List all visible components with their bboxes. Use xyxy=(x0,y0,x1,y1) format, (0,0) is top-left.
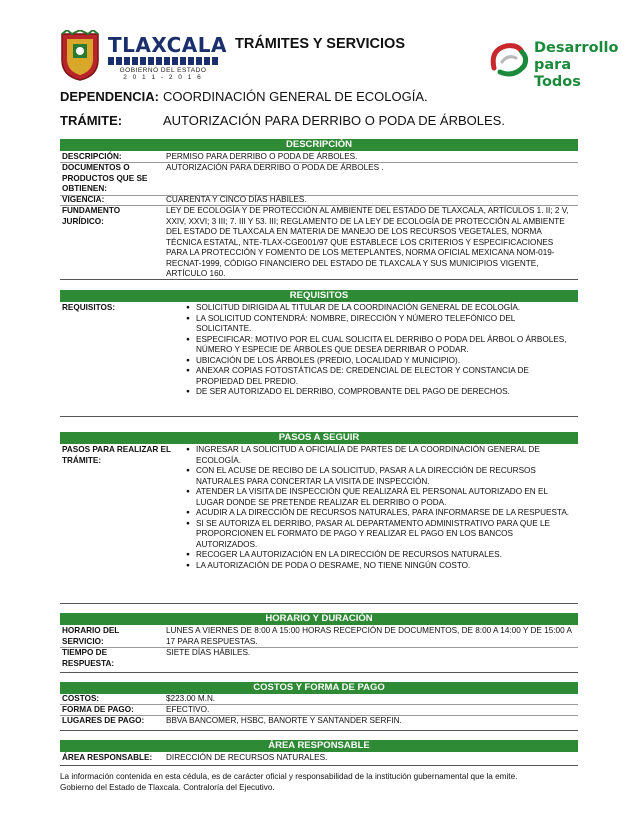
forma-label: FORMA DE PAGO: xyxy=(62,705,134,714)
list-item: ● ESPECIFICAR: MOTIVO POR EL CUAL SOLICITA EL DERRIBO O PODA DEL ÁRBOL O ÁRBOLES, NÚMERO Y ESPECIE DE ÁRBOLES QUE DESEA DERRIBAR O PODAR. xyxy=(186,335,571,356)
pasos-label: PASOS PARA REALIZAR EL TRÁMITE: xyxy=(62,445,171,465)
swirl-logo-icon xyxy=(488,38,530,78)
fundamento-value: LEY DE ECOLOGÍA Y DE PROTECCIÓN AL AMBIENTE DEL ESTADO DE TLAXCALA, ARTÍCULOS 1. II; 2 V, XXIV, XXVI; 3 III; 7. III Y 53. III; REGLAMENTO DE LA LEY DE ECOLOGÍA DE PROTECCIÓN AL AMBIENTE DEL ESTADO DE TLAXCALA EN MATERIA DE MANEJO DE LOS RECURSOS VEGETALES, NORMA TÉCNICA ESTATAL, NTE-TLAX-CGE001/97 QUE ESTABLECE LOS CRITERIOS Y ESPECIFICACIONES PARA LA PROTECCIÓN Y FOMENTO DE LOS METEPLANTES, NORMA OFICIAL MEXICANA NOM-019- RECNAT-1999, CÓDIGO FINANCIERO DEL ESTADO DE TLAXCALA Y SUS MUNICIPIOS VIGENTE, ARTÍCULO 160. xyxy=(166,206,569,278)
section-divider xyxy=(60,603,578,604)
forma-value: EFECTIVO. xyxy=(166,705,210,714)
vigencia-label: VIGENCIA: xyxy=(62,195,105,204)
list-item: ● INGRESAR LA SOLICITUD A OFICIALÍA DE PARTES DE LA COORDINACIÓN GENERAL DE ECOLOGÍA. xyxy=(186,445,571,466)
costos-label: COSTOS: xyxy=(62,694,100,703)
dependencia-row xyxy=(60,89,428,104)
section-divider xyxy=(60,672,578,673)
horario-value: LUNES A VIERNES DE 8:00 A 15:00 HORAS RECEPCIÓN DE DOCUMENTOS, DE 8:00 A 14:00 Y DE 15:00 A 17 PARA RESPUESTAS. xyxy=(166,626,572,646)
tramite-value: AUTORIZACIÓN PARA DERRIBO O PODA DE ÁRBOLES. xyxy=(163,113,505,128)
requisitos-label: REQUISITOS: xyxy=(62,303,116,312)
logo-wave-pattern xyxy=(108,57,218,65)
pasos-list xyxy=(186,445,571,571)
list-item: ● ATENDER LA VISITA DE INSPECCIÓN QUE REALIZARÁ EL PERSONAL AUTORIZADO EN EL LUGAR DONDE SE PRETENDE REALIZAR EL DERRIBO O PODA. xyxy=(186,487,571,508)
section-divider xyxy=(60,279,578,280)
list-item: ● ANEXAR COPIAS FOTOSTÁTICAS DE: CREDENCIAL DE ELECTOR Y CONSTANCIA DE PROPIEDAD DEL PREDIO. xyxy=(186,366,571,387)
dependencia-label: DEPENDENCIA: xyxy=(60,89,159,104)
logo-years: 2 0 1 1 - 2 0 1 6 xyxy=(123,74,203,81)
section-area-heading: ÁREA RESPONSABLE xyxy=(60,740,578,752)
logo-right-line2: para Todos xyxy=(534,57,581,90)
list-item: ● ACUDIR A LA DIRECCIÓN DE RECURSOS NATURALES, PARA INFORMARSE DE LA RESPUESTA. xyxy=(186,508,571,519)
list-item: ● UBICACIÓN DE LOS ÁRBOLES (PREDIO, LOCALIDAD Y MUNICIPIO). xyxy=(186,356,571,367)
list-item: ● SOLICITUD DIRIGIDA AL TITULAR DE LA COORDINACIÓN GENERAL DE ECOLOGÍA. xyxy=(186,303,571,314)
lugares-value: BBVA BANCOMER, HSBC, BANORTE Y SANTANDER SERFIN. xyxy=(166,716,402,725)
footer-line-2: Gobierno del Estado de Tlaxcala. Contraloría del Ejecutivo. xyxy=(60,783,275,792)
documentos-value: AUTORIZACIÓN PARA DERRIBO O PODA DE ÁRBOLES . xyxy=(166,163,384,172)
desarrollo-logo xyxy=(488,36,619,90)
costos-value: $223.00 M.N. xyxy=(166,694,216,703)
list-item: ● CON EL ACUSE DE RECIBO DE LA SOLICITUD, PASAR A LA DIRECCIÓN DE RECURSOS NATURALES PARA CONCERTAR LA VISITA DE INSPECCIÓN. xyxy=(186,466,571,487)
footer-note xyxy=(60,771,580,793)
area-value: DIRECCIÓN DE RECURSOS NATURALES. xyxy=(166,753,328,762)
fundamento-label: FUNDAMENTO JURÍDICO: xyxy=(62,206,121,226)
horario-label: HORARIO DEL SERVICIO: xyxy=(62,626,120,646)
section-descripcion-heading: DESCRIPCIÓN xyxy=(60,139,578,151)
list-item: ● SI SE AUTORIZA EL DERRIBO, PASAR AL DEPARTAMENTO ADMINISTRATIVO PARA QUE LE PROPORCIONEN EL FORMATO DE PAGO Y REALIZAR EL PAGO EN LOS BANCOS AUTORIZADOS. xyxy=(186,519,571,551)
tramite-row xyxy=(60,113,505,128)
section-costos-heading: COSTOS Y FORMA DE PAGO xyxy=(60,682,578,694)
logo-subtitle: GOBIERNO DEL ESTADO xyxy=(119,67,207,74)
tiempo-value: SIETE DÍAS HÁBILES. xyxy=(166,648,251,657)
list-item: ● DE SER AUTORIZADO EL DERRIBO, COMPROBANTE DEL PAGO DE DERECHOS. xyxy=(186,387,571,398)
section-horario-heading: HORARIO Y DURACIÓN xyxy=(60,613,578,625)
footer-line-1: La información contenida en esta cédula, es de carácter oficial y responsabilidad de la institución gubernamental que la emite. xyxy=(60,772,518,781)
logo-right-line1: Desarrollo xyxy=(534,40,619,56)
coat-of-arms-icon xyxy=(58,30,102,82)
area-label: ÁREA RESPONSABLE: xyxy=(62,753,153,762)
lugares-label: LUGARES DE PAGO: xyxy=(62,716,145,725)
logo-name: TLAXCALA xyxy=(108,33,227,57)
list-item: ● LA SOLICITUD CONTENDRÁ: NOMBRE, DIRECCIÓN Y NÚMERO TELEFÓNICO DEL SOLICITANTE. xyxy=(186,314,571,335)
requisitos-list xyxy=(186,303,571,398)
documentos-label: DOCUMENTOS O PRODUCTOS QUE SE OBTIENEN: xyxy=(62,163,148,193)
list-item: ● LA AUTORIZACIÓN DE PODA O DESRAME, NO TIENE NINGÚN COSTO. xyxy=(186,561,571,572)
section-divider xyxy=(60,730,578,731)
descripcion-value: PERMISO PARA DERRIBO O PODA DE ÁRBOLES. xyxy=(166,152,358,161)
vigencia-value: CUARENTA Y CINCO DÍAS HÁBILES. xyxy=(166,195,307,204)
page-header xyxy=(0,0,638,90)
section-requisitos-heading: REQUISITOS xyxy=(60,290,578,302)
section-pasos-heading: PASOS A SEGUIR xyxy=(60,432,578,444)
tlaxcala-logo xyxy=(58,26,227,88)
descripcion-label: DESCRIPCIÓN: xyxy=(62,152,122,161)
list-item: ● RECOGER LA AUTORIZACIÓN EN LA DIRECCIÓN DE RECURSOS NATURALES. xyxy=(186,550,571,561)
tramite-label: TRÁMITE: xyxy=(60,113,123,128)
page-title: TRÁMITES Y SERVICIOS xyxy=(234,36,405,52)
tiempo-label: TIEMPO DE RESPUESTA: xyxy=(62,648,115,668)
section-divider xyxy=(60,416,578,417)
section-divider xyxy=(60,765,578,766)
dependencia-value: COORDINACIÓN GENERAL DE ECOLOGÍA. xyxy=(163,89,428,104)
